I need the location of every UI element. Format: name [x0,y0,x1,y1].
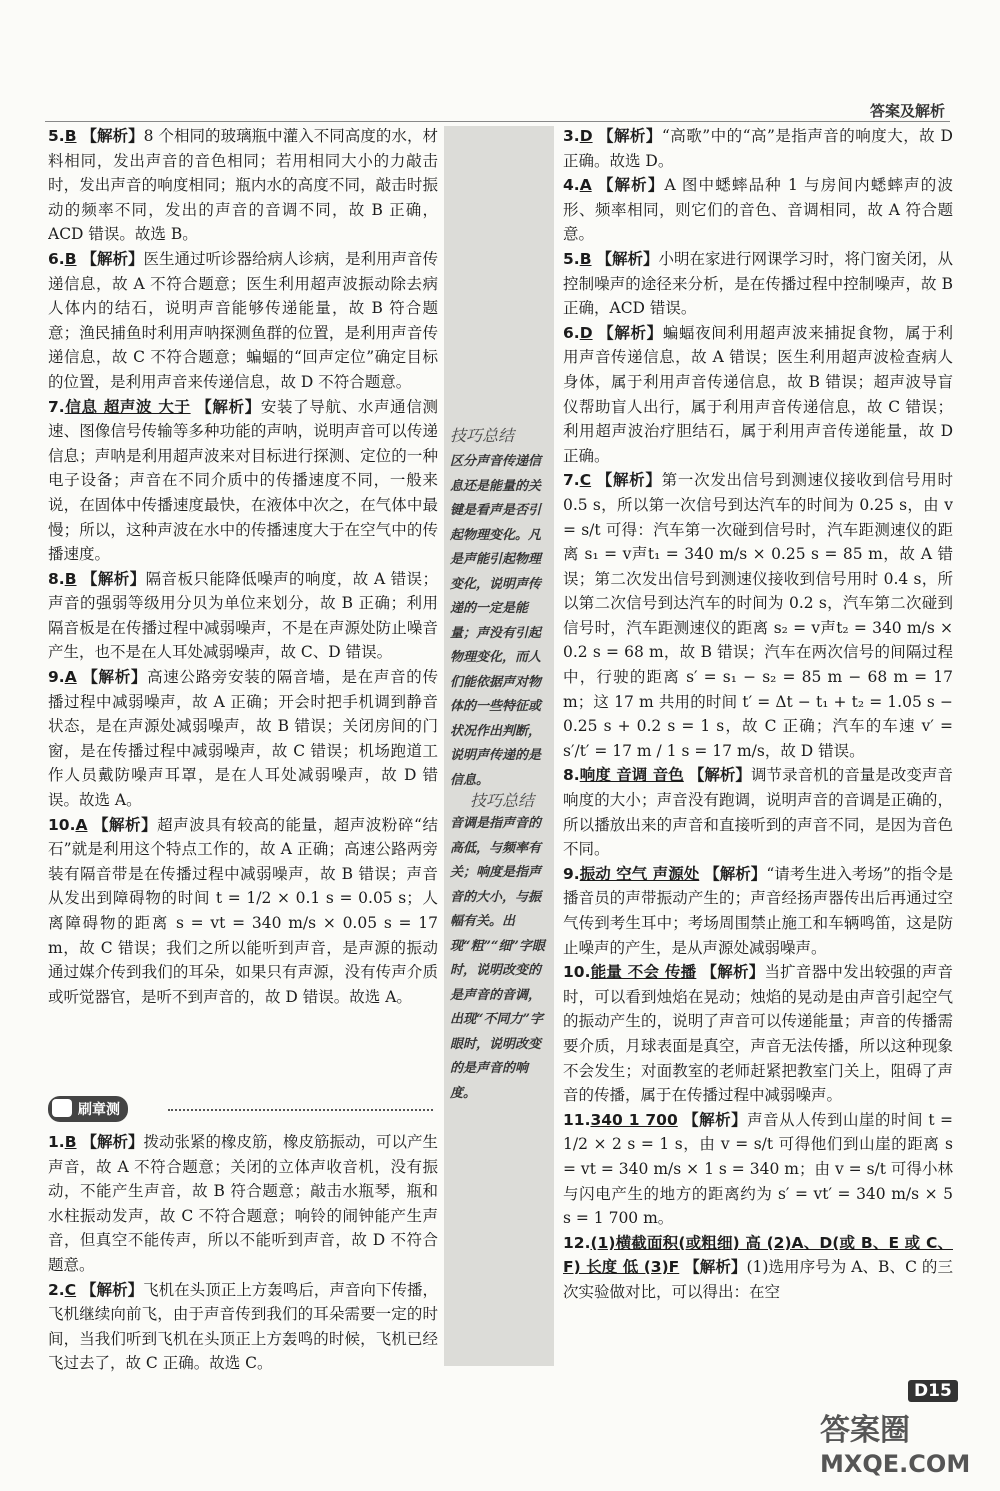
answer-item: 6.B 【解析】医生通过听诊器给病人诊病，是利用声音传递信息，故 A 不符合题意；医生利用超声波振动除去病人体内的结石，说明声音能够传递能量，故 B 符合题意；渔民捕鱼时利用声呐探测鱼群的位置，是利用声音传递信息，故 C 不符合题意；蝙蝠的“回声定位”确定目标的位置，是利用声音来传递信息，故 D 不符合题意。 [48,249,438,391]
answer-item: 5.B 【解析】8 个相同的玻璃瓶中灌入不同高度的水，材料相同，发出声音的音色相同；若用相同大小的力敲击时，发出声音的响度相同；瓶内水的高度不同，敲击时振动的频率不同，发出的声音的音调不同，故 B 正确，ACD 错误。故选 B。 [48,127,438,244]
answer-item: 7.信息 超声波 大于 【解析】安装了导航、水声通信测速、图像信号传输等多种功能的声呐，说明声音可以传递信息；声呐是利用超声波来对目标进行探测、定位的一种电子设备；声音在不同介质中的传播速度不同，一般来说，在固体中传播速度最快，在液体中次之，在气体中最慢；所以，这种声波在水中的传播速度大于在空气中的传播速度。 [48,397,438,564]
answer-item: 11.340 1 700 【解析】声音从人传到山崖的时间 t = 1/2 × 2 s = 1 s，由 v = s/t 可得他们到山崖的距离 s = vt = 340 m/s × 1 s = 340 m；由 v = s/t 可得小林与闪电产生的地方的距离约为 s′ = vt′ = 340 m/s × 5 s = 1 700 m。 [563,1110,953,1228]
answer-item: 4.A 【解析】A 图中蟋蟀品种 1 与房间内蟋蟀声的波形、频率相同，则它们的音色、音调相同，故 A 符合题意。 [563,176,953,244]
chapter-test-badge: 刷章测 [48,1096,128,1122]
tip-title-1: 技巧总结 [450,426,515,445]
chapter-test-header [48,1096,433,1124]
answer-item: 9.A 【解析】高速公路旁安装的隔音墙，是在声音的传播过程中减弱噪声，故 A 正确；开会时把手机调到静音状态，是在声源处减弱噪声，故 B 错误；关闭房间的门窗，是在传播过程中减弱噪声，故 C 错误；机场跑道工作人员戴防噪声耳罩，是在人耳处减弱噪声，故 D 错误。故选 A。 [48,668,438,810]
watermark-url: MXQE.COM [820,1450,971,1478]
answer-item: 9.振动 空气 声源处 【解析】“请考生进入考场”的指令是播音员的声带振动产生的；声音经扬声器传出后再通过空气传到考生耳中；考场周围禁止施工和车辆鸣笛，这是防止噪声的产生，是从声源处减弱噪声。 [563,864,953,957]
answer-item: 5.B 【解析】小明在家进行网课学习时，将门窗关闭，从控制噪声的途径来分析，是在传播过程中控制噪声，故 B 正确，ACD 错误。 [563,249,953,318]
page-header: 答案及解析 [870,102,946,120]
answer-item: 2.C 【解析】飞机在头顶正上方轰鸣后，声音向下传播，飞机继续向前飞，由于声音传到我们的耳朵需要一定的时间，当我们听到飞机在头顶正上方轰鸣的时候，飞机已经飞过去了，故 C 正确。故选 C。 [48,1280,438,1373]
answer-item: 6.D 【解析】蝙蝠夜间利用超声波来捕捉食物，属于利用声音传递信息，故 A 错误；医生利用超声波检查病人身体，属于利用声音传递信息，故 B 错误；超声波导盲仪帮助盲人出行，属于利用声音传递信息，故 C 错误；利用超声波治疗胆结石，属于利用声音传递能量，故 D 正确。 [563,323,953,465]
answer-item: 7.C 【解析】第一次发出信号到测速仪接收到信号用时 0.5 s，所以第一次信号到达汽车的时间为 0.25 s，由 v = s/t 可得：汽车第一次碰到信号时，汽车距测速仪的距离 s₁ = v声t₁ = 340 m/s × 0.25 s = 85 m，故 A 错误；第二次发出信号到测速仪接收到信号用时 0.4 s，所以第二次信号到达汽车的时间为 0.2 s，汽车第二次碰到信号时，汽车距测速仪的距离 s₂ = v声t₂ = 340 m/s × 0.2 s = 68 m，故 B 错误；汽车在两次信号的间隔过程中，行驶的距离 s′ = s₁ − s₂ = 85 m − 68 m = 17 m；这 17 m 共用的时间 t′ = Δt − t₁ + t₂ = 1.05 s − 0.25 s + 0.2 s = 1 s，故 C 正确；汽车的车速 v′ = s′/t′ = 17 m / 1 s = 17 m/s，故 D 错误。 [563,471,953,760]
answer-item: 10.能量 不会 传播 【解析】当扩音器中发出较强的声音时，可以看到烛焰在晃动；烛焰的晃动是由声音引起空气的振动产生的，说明了声音可以传递能量；声音的传播需要介质，月球表面是真空，声音无法传播，所以这种现象不会发生；对面教室的老师赶紧把教室门关上，阻碍了声音的传播，属于在传播过程中减弱噪声。 [563,963,953,1105]
answer-item: 10.A 【解析】超声波具有较高的能量，超声波粉碎“结石”就是利用这个特点工作的，故 A 正确；高速公路两旁装有隔音带是在传播过程中减弱噪声，故 B 错误；声音从发出到障碍物的时间 t = 1/2 × 0.1 s = 0.05 s；人离障碍物的距离 s = vt = 340 m/s × 0.05 s = 17 m，故 C 错误；我们之所以能听到声音，是声源的振动通过媒介传到我们的耳朵，如果只有声源，没有传声介质或听觉器官，是听不到声音的，故 D 错误。故选 A。 [48,815,438,1006]
tip-title-2: 技巧总结 [470,791,535,810]
watermark-logo: 答案圈 [820,1413,910,1448]
answer-item: 8.B 【解析】隔音板只能降低噪声的响度，故 A 错误；声音的强弱等级用分贝为单位来划分，故 B 正确；利用隔音板是在传播过程中减弱噪声，不是在声源处防止噪音产生，也不是在人耳处减弱噪声，故 C、D 错误。 [48,569,438,662]
answer-item: 8.响度 音调 音色 【解析】调节录音机的音量是改变声音响度的大小；声音没有跑调，说明声音的音调是正确的，所以播放出来的声音和直接听到的声音不同，是因为音色不同。 [563,766,953,859]
dotted-divider [168,1109,433,1111]
page-number: D15 [908,1380,958,1402]
left-column-2 [48,1130,438,1380]
answer-item: 3.D 【解析】“高歌”中的“高”是指声音的响度大，故 D 正确。故选 D。 [563,127,953,170]
header-rule [45,121,950,122]
book-icon [52,1099,72,1117]
right-column [563,124,953,1374]
left-column [48,124,438,1084]
answer-item: 1.B 【解析】拨动张紧的橡皮筋，橡皮筋振动，可以产生声音，故 A 不符合题意；关闭的立体声收音机，没有振动，不能产生声音，故 B 符合题意；敲击水瓶琴，瓶和水柱振动发声，故 C 不符合题意；响铃的闹钟能产生声音，但真空不能传声，所以不能听到声音，故 D 不符合题意。 [48,1133,438,1274]
tip-text-1: 区分声音传递信息还是能量的关键是看声是否引起物理变化。凡是声能引起物理变化，说明声传递的一定是能量；声没有引起物理变化，而人们能依据声对物体的一些特征或状况作出判断，说明声传递的是信息。 [450,454,542,788]
tip-text-2: 音调是指声音的高低，与频率有关；响度是指声音的大小，与振幅有关。出现“粗”“细”字眼时，说明改变的是声音的音调，出现“不同力”字眼时，说明改变的是声音的响度。 [450,816,545,1101]
answer-item: 12.(1)横截面积(或粗细) 高 (2)A、D(或 B、E 或 C、F) 长度 低 (3)F 【解析】(1)选用序号为 A、B、C 的三次实验做对比，可以得出：在空 [563,1233,953,1301]
